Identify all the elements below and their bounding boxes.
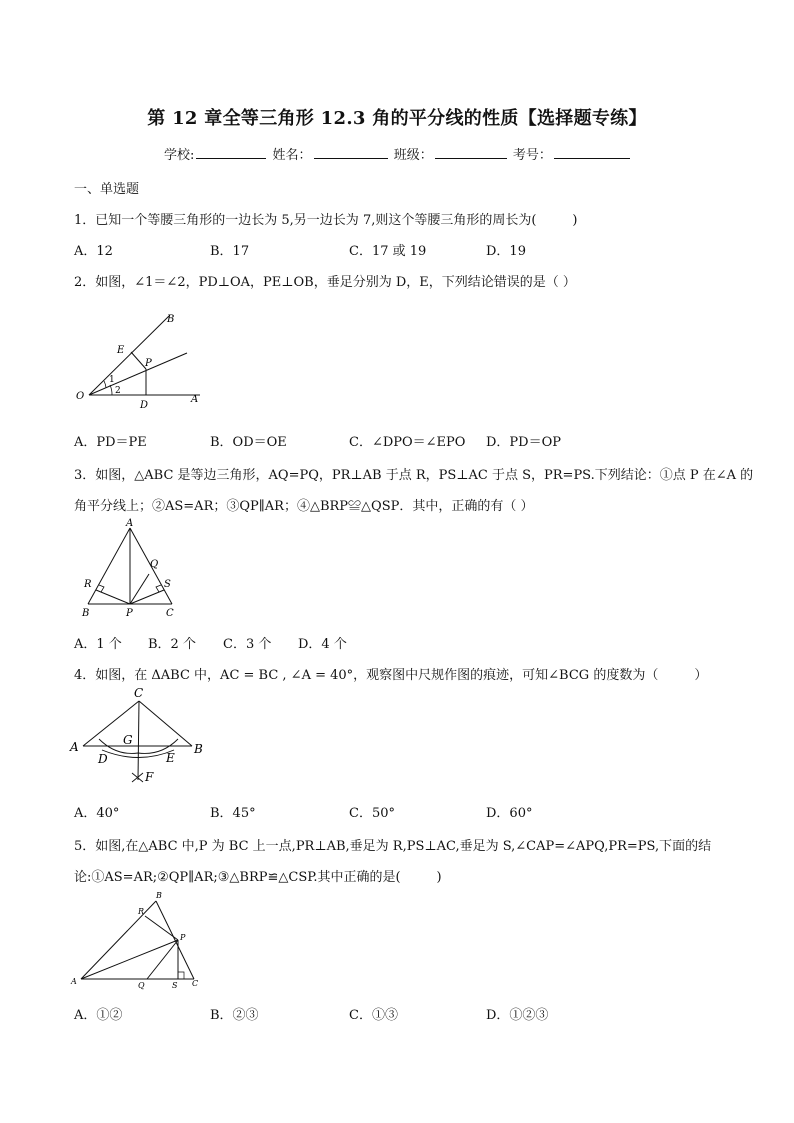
question-4-options (74, 802, 734, 820)
question-1-text: 1．已知一个等腰三角形的一边长为 5,另一边长为 7,则这个等腰三角形的周长为( (74, 213, 537, 228)
option-b: B．2 个 (148, 637, 196, 652)
label-b: B (167, 314, 175, 325)
label-c: C (166, 608, 174, 619)
label-b: B (82, 608, 90, 619)
class-blank (435, 146, 507, 159)
label-s: S (164, 579, 171, 590)
question-1-close: ) (572, 213, 578, 228)
label-a: A (71, 977, 77, 986)
label-angle-2: 2 (115, 386, 121, 396)
question-2: 2．如图，∠1＝∠2，PD⊥OA，PE⊥OB，垂足分别为 D，E，下列结论错误的是（ ） (74, 275, 576, 290)
label-r: R (138, 907, 145, 916)
question-5-close: ) (436, 870, 442, 885)
option-d: D．19 (486, 244, 526, 259)
option-d: D．PD＝OP (486, 435, 561, 450)
label-q: Q (138, 981, 145, 990)
label-q: Q (150, 559, 159, 570)
label-s: S (172, 981, 178, 990)
label-b: B (156, 891, 162, 900)
label-b: B (194, 742, 203, 756)
question-2-options (74, 431, 734, 449)
label-d: D (98, 752, 108, 766)
option-c: C．17 或 19 (349, 244, 427, 259)
question-5-line-2 (74, 866, 442, 885)
question-3-line-1: 3．如图，△ABC 是等边三角形，AQ=PQ，PR⊥AB 于点 R，PS⊥AC 于点 S，PR=PS.下列结论：①点 P 在∠A 的 (74, 468, 754, 483)
label-d: D (140, 400, 149, 411)
question-4-figure (66, 684, 216, 788)
label-f: F (145, 770, 154, 784)
label-c: C (134, 686, 144, 700)
question-4 (74, 664, 707, 683)
option-b: B．②③ (210, 1008, 259, 1023)
option-a: A．①② (74, 1008, 123, 1023)
school-label: 学校: (164, 148, 195, 163)
page-title: 第 12 章全等三角形 12.3 角的平分线的性质【选择题专练】 (147, 108, 647, 129)
label-p: P (180, 933, 186, 942)
label-a: A (126, 518, 134, 529)
exam-no-blank (554, 146, 630, 159)
question-5-figure (68, 888, 208, 992)
question-5-options (74, 1004, 734, 1022)
label-a: A (191, 394, 199, 405)
question-3-options (74, 633, 734, 651)
question-3-line-2: 角平分线上；②AS=AR；③QP∥AR；④△BRP≌△QSP．其中，正确的有（ ） (74, 499, 534, 514)
question-1 (74, 209, 578, 228)
label-p: P (126, 608, 133, 619)
section-heading: 一、单选题 (74, 182, 140, 197)
label-r: R (84, 579, 92, 590)
question-3-figure (80, 516, 184, 620)
class-label: 班级： (393, 148, 433, 163)
exam-no-label: 考号： (512, 148, 552, 163)
option-b: B．45° (210, 806, 256, 821)
option-c: C．3 个 (223, 637, 272, 652)
question-5-line-1: 5．如图,在△ABC 中,P 为 BC 上一点,PR⊥AB,垂足为 R,PS⊥AC,垂足为 S,∠CAP=∠APQ,PR=PS,下面的结 (74, 839, 712, 854)
option-c: C．50° (349, 806, 395, 821)
label-e: E (117, 345, 125, 356)
question-4-text: 4．如图，在 ΔABC 中，AC = BC , ∠A = 40°，观察图中尺规作图的痕迹，可知∠BCG 的度数为（ (74, 668, 659, 683)
question-1-options (74, 240, 734, 258)
label-g: G (123, 733, 133, 747)
label-o: O (76, 391, 85, 402)
option-a: A．40° (74, 806, 120, 821)
label-a: A (70, 740, 79, 754)
option-a: A．12 (74, 244, 113, 259)
label-p: P (145, 358, 152, 369)
option-c: C．∠DPO＝∠EPO (349, 435, 466, 450)
option-d: D．①②③ (486, 1008, 549, 1023)
school-blank (196, 146, 266, 159)
option-b: B．17 (210, 244, 250, 259)
student-info-line (164, 144, 632, 163)
option-d: D．4 个 (298, 637, 347, 652)
label-c: C (192, 979, 199, 988)
name-blank (314, 146, 388, 159)
label-angle-1: 1 (109, 375, 115, 385)
option-c: C．①③ (349, 1008, 398, 1023)
option-a: A．PD＝PE (74, 435, 147, 450)
label-e: E (166, 751, 175, 765)
question-2-figure (72, 306, 212, 412)
name-label: 姓名： (272, 148, 312, 163)
option-d: D．60° (486, 806, 533, 821)
question-5-text: 论:①AS=AR;②QP∥AR;③△BRP≌△CSP.其中正确的是( (74, 870, 401, 885)
option-b: B．OD＝OE (210, 435, 287, 450)
question-4-close: ） (694, 668, 708, 683)
option-a: A．1 个 (74, 637, 122, 652)
